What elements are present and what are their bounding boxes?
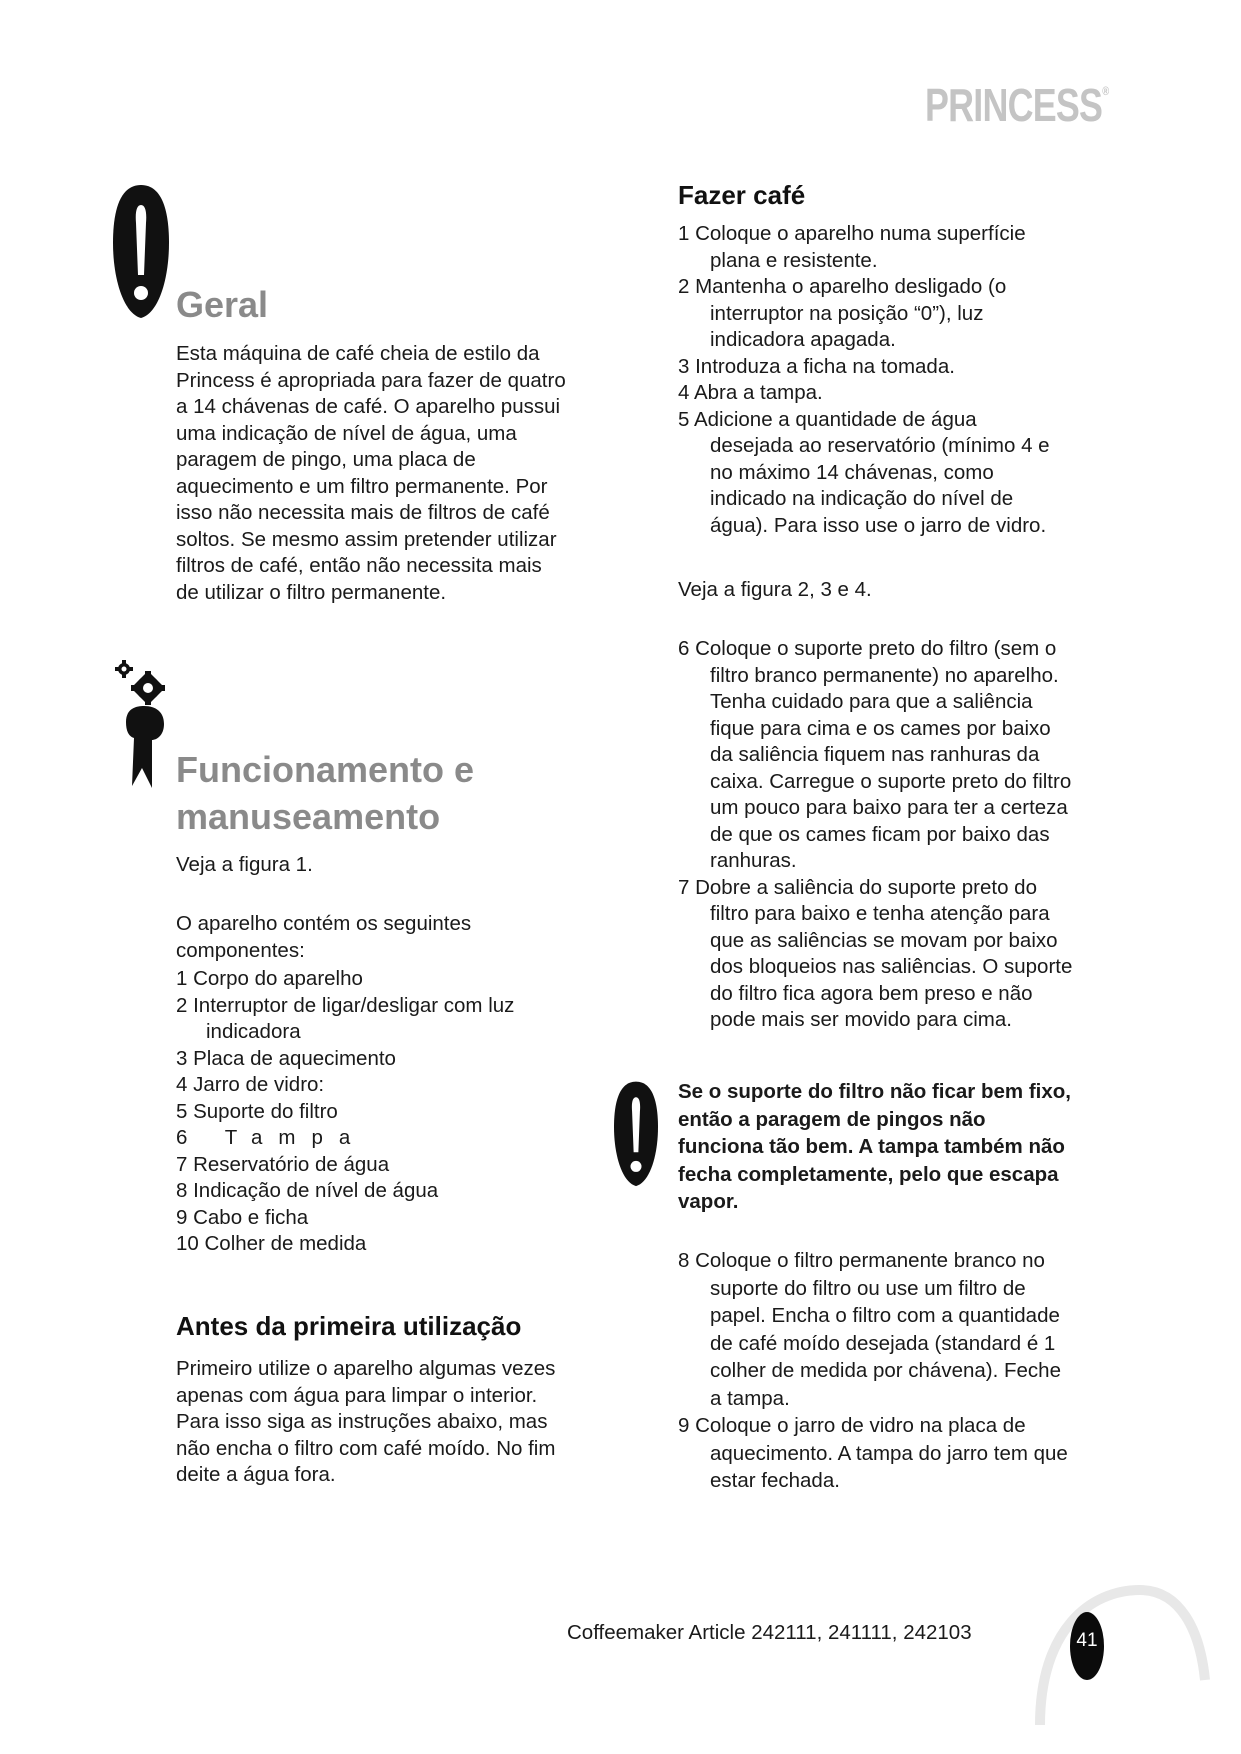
warning-exclamation-icon bbox=[612, 1080, 660, 1190]
list-item: 8 Coloque o filtro permanente branco no bbox=[678, 1249, 1045, 1272]
list-item: pode mais ser movido para cima. bbox=[710, 1008, 1012, 1031]
list-item: de café moído desejada (standard é 1 bbox=[710, 1331, 1056, 1355]
list-item: filtro branco permanente) no aparelho. bbox=[710, 663, 1059, 687]
list-item: 10 Colher de medida bbox=[176, 1232, 367, 1255]
gear-person-icon bbox=[112, 660, 174, 790]
list-item: de que os cames ficam por baixo das bbox=[710, 822, 1050, 846]
list-item: papel. Encha o filtro com a quantidade bbox=[710, 1304, 1060, 1327]
list-item: dos bloqueios nas saliências. O suporte bbox=[710, 955, 1073, 978]
footer-article: Coffeemaker Article 242111, 241111, 242103 bbox=[567, 1621, 972, 1644]
list-item: 3 Placa de aquecimento bbox=[176, 1046, 396, 1070]
list-item: 9 Coloque o jarro de vidro na placa de bbox=[678, 1414, 1026, 1437]
see-figure-2-3-4: Veja a figura 2, 3 e 4. bbox=[678, 578, 872, 601]
list-item: indicado na indicação do nível de bbox=[710, 487, 1014, 510]
list-item: 9 Cabo e ficha bbox=[176, 1205, 309, 1229]
steps-6-7 bbox=[678, 636, 1138, 1034]
list-item: 4 Jarro de vidro: bbox=[176, 1073, 325, 1096]
list-item: 4 Abra a tampa. bbox=[678, 381, 823, 404]
warning-note: Se o suporte do filtro não ficar bem fixo, então a paragem de pingos não funciona tão bem. A tampa também não fecha completamente, pelo que escapa vapor. bbox=[678, 1080, 1071, 1213]
list-item: 6 Tampa bbox=[176, 1126, 367, 1149]
list-item: água). Para isso use o jarro de vidro. bbox=[710, 513, 1047, 537]
list-item: 2 Interruptor de ligar/desligar com luz bbox=[176, 993, 515, 1017]
components-list bbox=[176, 966, 596, 1258]
page-number: 41 bbox=[1070, 1612, 1104, 1680]
section-title-antes: Antes da primeira utilização bbox=[176, 1311, 522, 1341]
list-item: caixa. Carregue o suporte preto do filtro bbox=[710, 769, 1072, 793]
list-item: no máximo 14 chávenas, como bbox=[710, 460, 994, 484]
see-figure-1: Veja a figura 1. bbox=[176, 853, 313, 876]
section-title-fazer-cafe: Fazer café bbox=[678, 180, 806, 210]
section-title-funcionamento: Funcionamento e manuseamento bbox=[176, 749, 475, 837]
list-item: suporte do filtro ou use um filtro de bbox=[710, 1276, 1026, 1300]
steps-8-9 bbox=[678, 1247, 1138, 1495]
list-item: do filtro fica agora bem preso e não bbox=[710, 981, 1033, 1005]
list-item: um pouco para baixo para ter a certeza bbox=[710, 796, 1068, 819]
components-intro: O aparelho contém os seguintes componentes: bbox=[176, 912, 472, 962]
geral-paragraph: Esta máquina de café cheia de estilo da Princess é apropriada para fazer de quatro a 14 chávenas de café. O aparelho pussui uma indicação de nível de água, uma paragem de pingo, uma placa de aquecimento e um filtro permanente. Por isso não necessita mais de filtros de café soltos. Se mesmo assim pretender utilizar filtros de café, então não necessita mais de utilizar o filtro permanente. bbox=[176, 342, 566, 604]
list-item: fique para cima e os cames por baixo bbox=[710, 716, 1051, 740]
list-item: indicadora apagada. bbox=[710, 328, 896, 351]
list-item: a tampa. bbox=[710, 1386, 790, 1410]
list-item: 3 Introduza a ficha na tomada. bbox=[678, 354, 955, 378]
page-corner-arc-icon bbox=[1030, 1570, 1210, 1730]
list-item: plana e resistente. bbox=[710, 248, 878, 272]
list-item: 2 Mantenha o aparelho desligado (o bbox=[678, 275, 1007, 298]
list-item: 6 Coloque o suporte preto do filtro (sem o bbox=[678, 637, 1057, 660]
section-title-geral: Geral bbox=[176, 284, 269, 325]
list-item: interruptor na posição “0”), luz bbox=[710, 301, 984, 325]
list-item: Tenha cuidado para que a saliência bbox=[710, 690, 1033, 713]
list-item: 5 Suporte do filtro bbox=[176, 1099, 338, 1123]
list-item: 8 Indicação de nível de água bbox=[176, 1179, 439, 1202]
list-item: 7 Dobre a saliência do suporte preto do bbox=[678, 875, 1037, 899]
list-item: 7 Reservatório de água bbox=[176, 1152, 390, 1176]
list-item: 1 Coloque o aparelho numa superfície bbox=[678, 222, 1026, 245]
list-item: 5 Adicione a quantidade de água bbox=[678, 407, 977, 431]
list-item: filtro para baixo e tenha atenção para bbox=[710, 902, 1050, 925]
list-item: colher de medida por chávena). Feche bbox=[710, 1359, 1061, 1382]
list-item: ranhuras. bbox=[710, 849, 797, 872]
list-item: 1 Corpo do aparelho bbox=[176, 967, 363, 990]
list-item: indicadora bbox=[206, 1020, 301, 1043]
list-item: estar fechada. bbox=[710, 1469, 840, 1492]
list-item: da saliência fiquem nas ranhuras da bbox=[710, 743, 1040, 766]
warning-exclamation-icon bbox=[111, 183, 171, 323]
list-item: que as saliências se movam por baixo bbox=[710, 928, 1058, 952]
list-item: desejada ao reservatório (mínimo 4 e bbox=[710, 434, 1050, 457]
brand-logo: PRINCESS® bbox=[925, 79, 1109, 131]
antes-paragraph: Primeiro utilize o aparelho algumas vezes apenas com água para limpar o interior. Para isso siga as instruções abaixo, mas não encha o filtro com café moído. No fim deite a água fora. bbox=[176, 1357, 556, 1486]
list-item: aquecimento. A tampa do jarro tem que bbox=[710, 1441, 1068, 1465]
steps-1-5 bbox=[678, 221, 1118, 539]
